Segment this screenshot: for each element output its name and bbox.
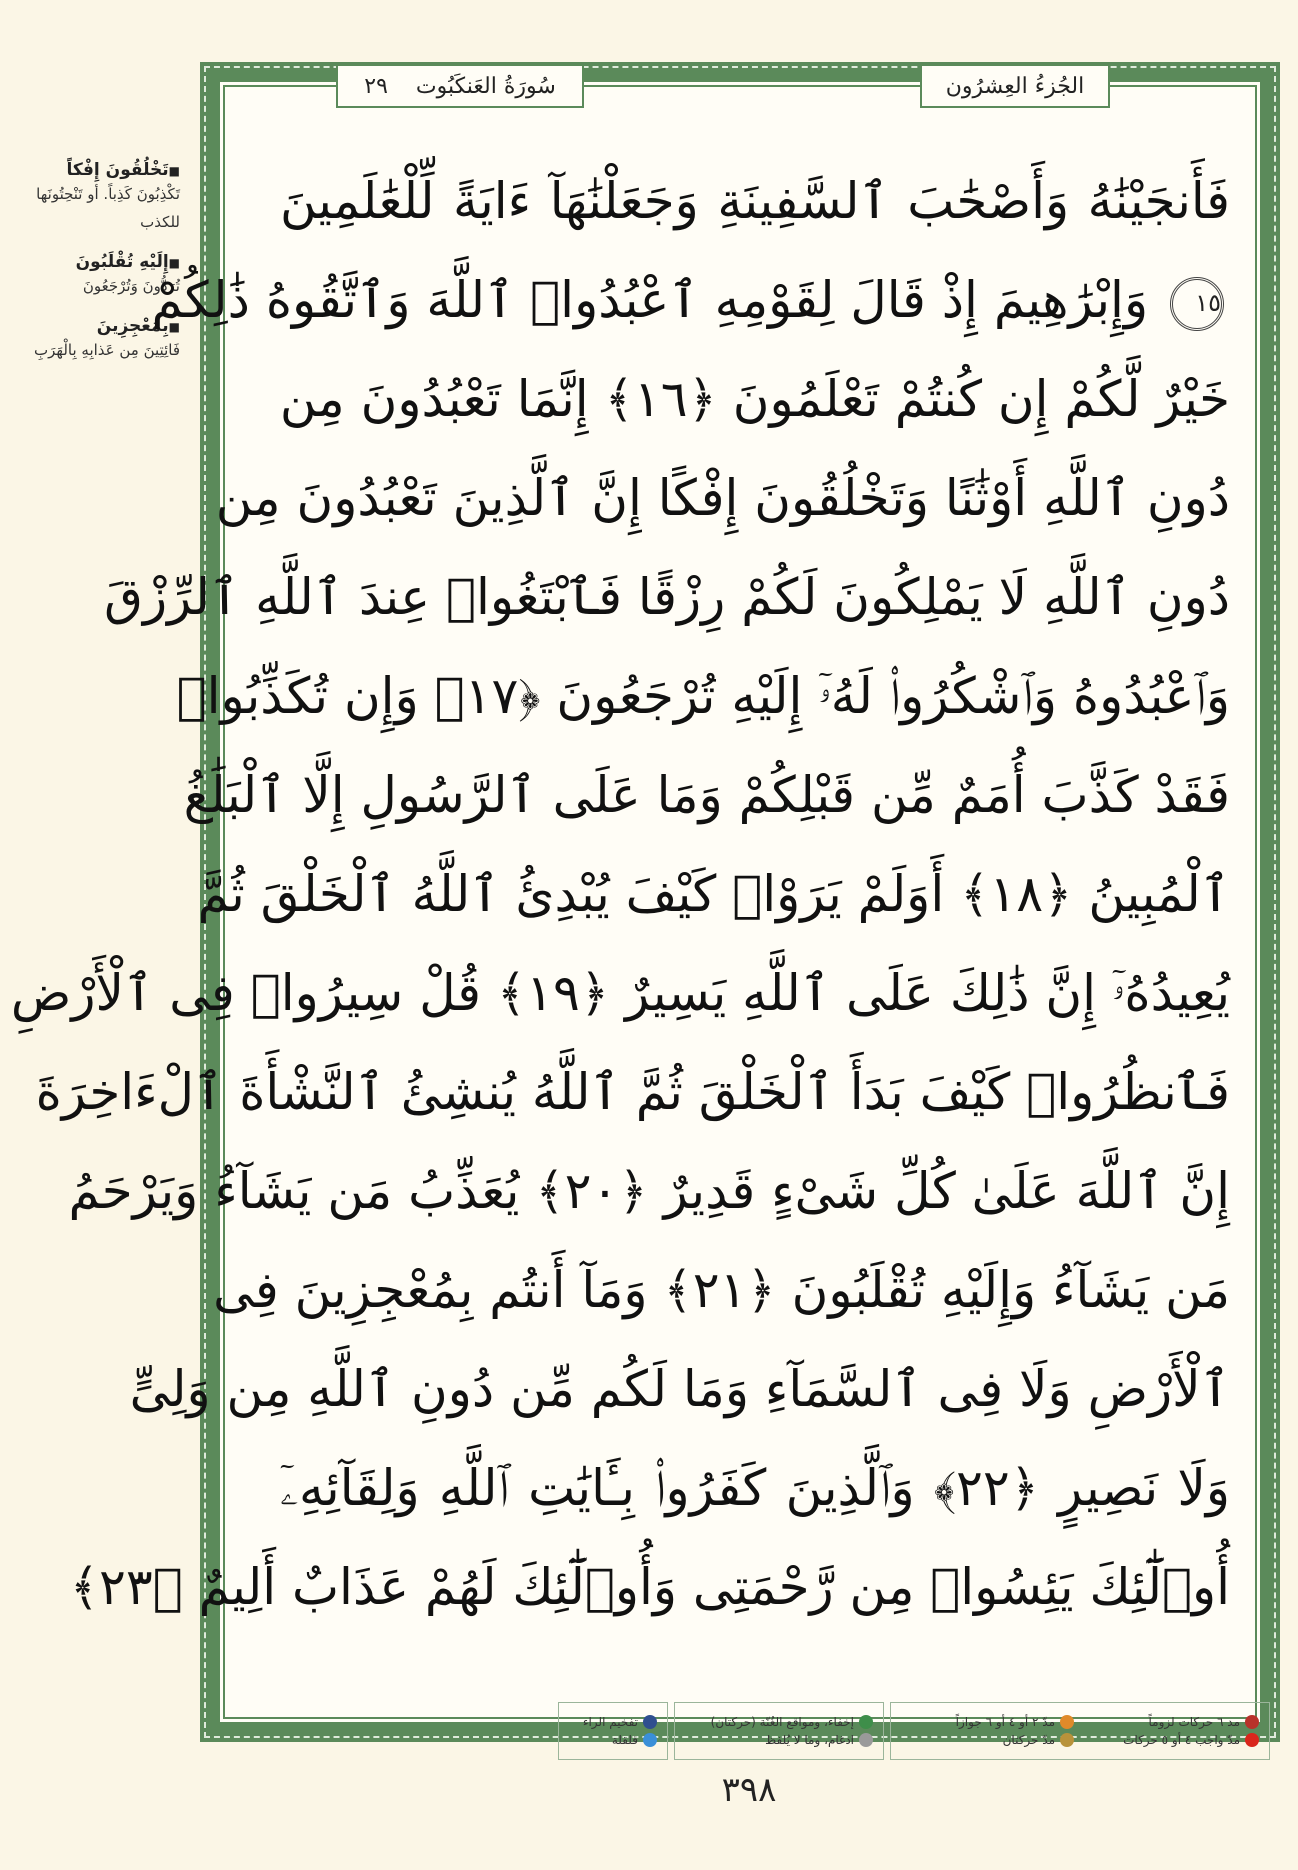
verse-line-text: وَإِبْرَٰهِيمَ إِذْ قَالَ لِقَوْمِهِ ٱعْبُدُوا۟ ٱللَّهَ وَٱتَّقُوهُ ذَٰلِكُمْ bbox=[151, 271, 1149, 329]
legend-label: مدّ حركتان bbox=[1002, 1733, 1055, 1747]
verse-line: فَأَنجَيْنَٰهُ وَأَصْحَٰبَ ٱلسَّفِينَةِ وَجَعَلْنَٰهَآ ءَايَةً لِّلْعَٰلَمِينَ bbox=[280, 172, 1230, 230]
juz-name: الجُزءُ العِشرُون bbox=[945, 73, 1085, 99]
legend-label: تفخيم الراء bbox=[582, 1715, 638, 1729]
legend-other bbox=[558, 1702, 668, 1760]
legend-madd bbox=[890, 1702, 1270, 1760]
verse-line: دُونِ ٱللَّهِ لَا يَمْلِكُونَ لَكُمْ رِزْقًا فَٱبْتَغُوا۟ عِندَ ٱللَّهِ ٱلرِّزْقَ bbox=[104, 568, 1230, 626]
verse-line: فَٱنظُرُوا۟ كَيْفَ بَدَأَ ٱلْخَلْقَ ثُمَّ ٱللَّهُ يُنشِئُ ٱلنَّشْأَةَ ٱلْءَاخِرَةَ bbox=[35, 1063, 1230, 1121]
surah-name: سُورَةُ العَنكَبُوت bbox=[415, 73, 556, 99]
verse-line: دُونِ ٱللَّهِ أَوْثَٰنًا وَتَخْلُقُونَ إِفْكًا إِنَّ ٱلَّذِينَ تَعْبُدُونَ مِن bbox=[215, 469, 1230, 527]
legend-label: قلقلة bbox=[611, 1733, 638, 1747]
verse-line: مَن يَشَآءُ وَإِلَيْهِ تُقْلَبُونَ ﴿٢١﴾ وَمَآ أَنتُم بِمُعْجِزِينَ فِى bbox=[213, 1261, 1230, 1319]
legend-item bbox=[1086, 1733, 1259, 1747]
color-dot bbox=[859, 1733, 873, 1747]
juz-header bbox=[920, 64, 1110, 108]
legend-item bbox=[569, 1733, 657, 1747]
legend-item bbox=[685, 1715, 873, 1729]
margin-note bbox=[20, 160, 180, 236]
surah-header bbox=[336, 64, 584, 108]
verse-line: وَٱعْبُدُوهُ وَٱشْكُرُوا۟ لَهُۥٓ إِلَيْهِ تُرْجَعُونَ ﴿١٧﴾ وَإِن تُكَذِّبُوا۟ bbox=[176, 667, 1230, 725]
verse-line: فَقَدْ كَذَّبَ أُمَمٌ مِّن قَبْلِكُمْ وَمَا عَلَى ٱلرَّسُولِ إِلَّا ٱلْبَلَٰغُ bbox=[183, 766, 1230, 824]
tajweed-legend bbox=[410, 1702, 1270, 1762]
legend-item bbox=[901, 1733, 1074, 1747]
verse-line: خَيْرٌ لَّكُمْ إِن كُنتُمْ تَعْلَمُونَ ﴿١٦﴾ إِنَّمَا تَعْبُدُونَ مِن bbox=[279, 370, 1230, 428]
note-definition: تَكْذِبُونَ كَذِباً. أو تَنْحِتُونَها للكذب bbox=[36, 185, 180, 231]
verse-line: أُو۟لَٰٓئِكَ يَئِسُوا۟ مِن رَّحْمَتِى وَأُو۟لَٰٓئِكَ لَهُمْ عَذَابٌ أَلِيمٌ ﴿٢٣﴾ bbox=[69, 1558, 1230, 1616]
verse-line: يُعِيدُهُۥٓ إِنَّ ذَٰلِكَ عَلَى ٱللَّهِ يَسِيرٌ ﴿١٩﴾ قُلْ سِيرُوا۟ فِى ٱلْأَرْضِ bbox=[10, 964, 1230, 1022]
color-dot bbox=[1060, 1733, 1074, 1747]
legend-item bbox=[685, 1733, 873, 1747]
verse-line: وَلَا نَصِيرٍ ﴿٢٢﴾ وَٱلَّذِينَ كَفَرُوا۟ بِـَٔايَٰتِ ٱللَّهِ وَلِقَآئِهِۦٓ bbox=[280, 1459, 1230, 1517]
verse-line: إِنَّ ٱللَّهَ عَلَىٰ كُلِّ شَىْءٍ قَدِيرٌ ﴿٢٠﴾ يُعَذِّبُ مَن يَشَآءُ وَيَرْحَمُ bbox=[68, 1162, 1230, 1220]
legend-item bbox=[569, 1715, 657, 1729]
color-dot bbox=[1245, 1733, 1259, 1747]
verse-line bbox=[151, 251, 1230, 350]
color-dot bbox=[859, 1715, 873, 1729]
legend-label: ادغام، وما لا يُلفظ bbox=[765, 1733, 854, 1747]
verse-line: ٱلْمُبِينُ ﴿١٨﴾ أَوَلَمْ يَرَوْا۟ كَيْفَ يُبْدِئُ ٱللَّهُ ٱلْخَلْقَ ثُمَّ bbox=[197, 865, 1230, 923]
legend-item bbox=[1086, 1715, 1259, 1729]
color-dot bbox=[1060, 1715, 1074, 1729]
color-dot bbox=[1245, 1715, 1259, 1729]
surah-number: ٢٩ bbox=[364, 73, 388, 99]
verse-line: ٱلْأَرْضِ وَلَا فِى ٱلسَّمَآءِ وَمَا لَكُم مِّن دُونِ ٱللَّهِ مِن وَلِىٍّ bbox=[129, 1360, 1230, 1418]
note-definition: فَائِتِينَ مِن عَذابِهِ بِالْهَرَبِ bbox=[34, 341, 180, 359]
legend-label: مدّ ٢ أو ٤ أو ٦ جوازاً bbox=[955, 1715, 1055, 1729]
legend-label: مدّ واجب ٤ أو ٥ حركات bbox=[1123, 1733, 1240, 1747]
note-word: ■ تَخْلُقُونَ إِفْكاً bbox=[20, 160, 180, 180]
legend-label: مد ٦ حركات لزوماً bbox=[1148, 1715, 1240, 1729]
color-dot bbox=[643, 1715, 657, 1729]
ayah-marker: ١٥ bbox=[1170, 277, 1224, 331]
legend-item bbox=[901, 1715, 1074, 1729]
note-word: ■ إِلَيْهِ تُقْلَبُونَ bbox=[20, 252, 180, 272]
note-word: ■ بِمُعْجِزِينَ bbox=[20, 316, 180, 336]
legend-ghunna bbox=[674, 1702, 884, 1760]
note-definition: تُرَدُّونَ وَتُرْجَعُونَ bbox=[82, 277, 180, 295]
page-number: ٣٩٨ bbox=[721, 1770, 777, 1810]
legend-label: إخفاء، ومواقع الغُنّة (حركتان) bbox=[710, 1715, 854, 1729]
color-dot bbox=[643, 1733, 657, 1747]
